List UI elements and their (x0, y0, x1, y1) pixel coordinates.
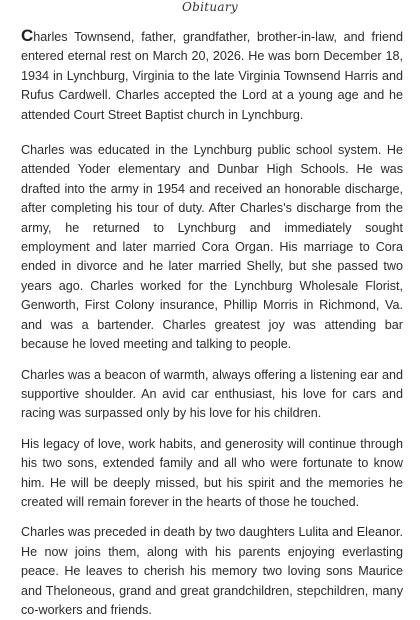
obituary-heading: Obituary (182, 0, 238, 14)
paragraph-character: Charles was a beacon of warmth, always offering a listening ear and supportive shoulder. An avid car enthusiast, his love for cars and racing was surpassed only by his love for his children. (21, 367, 403, 421)
drop-cap: C (21, 26, 34, 45)
paragraph-intro-text: harles Townsend, father, grandfather, brother-in-law, and friend entered eternal rest on March 20, 2026. He was born December 18, 1934 in Lynchburg, Virginia to the late Virginia Townsend Harris and Rufus Cardwell. Charles accepted the Lord at a young age and he attended Court Street Baptist church in Lynchburg. (21, 30, 403, 122)
paragraph-legacy: His legacy of love, work habits, and generosity will continue through his two sons, extended family and all who were fortunate to know him. He will be deeply missed, but his spirit and the memories he created will remain forever in the hearts of those he touched. (21, 436, 403, 509)
paragraph-education-career: Charles was educated in the Lynchburg public school system. He attended Yoder elementary and Dunbar High Schools. He was drafted into the army in 1954 and received an honorable discharge, after completing his tour of duty. After Charles's discharge from the army, he returned to Lynchburg and immediately sought employment and later married Cora Organ. His marriage to Cora ended in divorce and he later married Shelly, but she passed two years ago. Charles worked for the Lynchburg Wholesale Florist, Genworth, First Colony insurance, Phillip Morris in Richmond, Va. and was a bartender. Charles greatest joy was attending bar because he loved meeting and talking to people. (21, 143, 403, 352)
paragraph-survivors: Charles was preceded in death by two daughters Lulita and Eleanor. He now joins them, along with his parents enjoying everlasting peace. He leaves to cherish his memory two loving sons Maurice and Theloneous, grand and great grandchildren, stepchildren, many co-workers and friends. (21, 525, 403, 617)
obituary-body (21, 26, 403, 620)
paragraph-intro (21, 26, 403, 125)
